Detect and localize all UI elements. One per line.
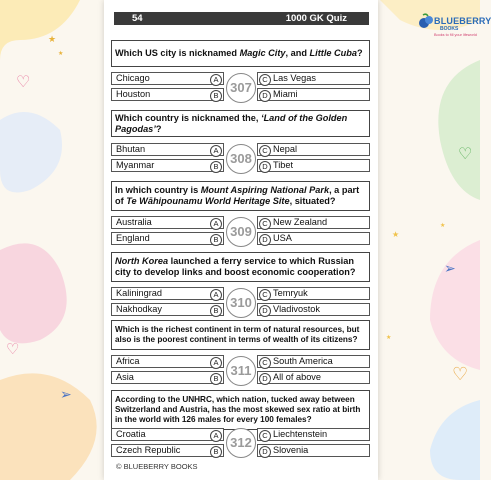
- option-letter: B: [210, 373, 222, 385]
- option-letter: C: [259, 74, 271, 86]
- option-b[interactable]: Czech Republic B: [111, 444, 224, 457]
- option-c[interactable]: C South America: [257, 355, 370, 368]
- option-letter: A: [210, 289, 222, 301]
- option-letter: C: [259, 289, 271, 301]
- option-b[interactable]: Houston B: [111, 88, 224, 101]
- option-d[interactable]: D All of above: [257, 371, 370, 384]
- option-letter: A: [210, 430, 222, 442]
- brand-sub: BOOKS: [440, 26, 459, 32]
- option-b[interactable]: Nakhodkay B: [111, 303, 224, 316]
- question-number: 309: [226, 217, 256, 247]
- option-c[interactable]: C Nepal: [257, 143, 370, 156]
- option-a[interactable]: Croatia A: [111, 428, 224, 441]
- option-a[interactable]: Kaliningrad A: [111, 287, 224, 300]
- option-b[interactable]: Myanmar B: [111, 159, 224, 172]
- option-letter: B: [210, 305, 222, 317]
- heart-icon: ♡: [452, 364, 469, 384]
- brand-logo: [418, 8, 491, 42]
- option-letter: A: [210, 74, 222, 86]
- option-letter: D: [259, 305, 271, 317]
- option-letter: B: [210, 161, 222, 173]
- option-b[interactable]: Asia B: [111, 371, 224, 384]
- option-a[interactable]: Africa A: [111, 355, 224, 368]
- heart-icon: ♡: [458, 146, 473, 163]
- footer-copyright: © BLUEBERRY BOOKS: [116, 462, 198, 471]
- option-c[interactable]: C Las Vegas: [257, 72, 370, 85]
- option-d[interactable]: D Slovenia: [257, 444, 370, 457]
- brand-name: BLUEBERRY: [434, 16, 491, 26]
- question-number: 310: [226, 288, 256, 318]
- option-c[interactable]: C Liechtenstein: [257, 428, 370, 441]
- option-letter: D: [259, 234, 271, 246]
- star-icon: ★: [58, 51, 64, 57]
- paper-plane-icon: ➢: [60, 386, 72, 402]
- question-number: 307: [226, 73, 256, 103]
- option-letter: B: [210, 446, 222, 458]
- option-letter: D: [259, 446, 271, 458]
- option-a[interactable]: Chicago A: [111, 72, 224, 85]
- star-icon: ★: [386, 335, 392, 341]
- question-number: 311: [226, 356, 256, 386]
- star-icon: ★: [48, 34, 57, 44]
- option-b[interactable]: England B: [111, 232, 224, 245]
- question-text: In which country is Mount Aspiring National Park, a part of Te Wāhipounamu World Heritage Site, situated?: [111, 181, 370, 211]
- option-c[interactable]: C New Zealand: [257, 216, 370, 229]
- option-letter: A: [210, 145, 222, 157]
- page-number: 54: [132, 13, 143, 24]
- option-letter: C: [259, 218, 271, 230]
- option-letter: C: [259, 145, 271, 157]
- option-letter: B: [210, 234, 222, 246]
- option-letter: D: [259, 161, 271, 173]
- question-text: Which is the richest continent in term of natural resources, but also is the poorest continent in terms of wealth of its citizens?: [111, 320, 370, 350]
- option-d[interactable]: D Vladivostok: [257, 303, 370, 316]
- option-letter: C: [259, 430, 271, 442]
- option-a[interactable]: Australia A: [111, 216, 224, 229]
- brand-tagline: Books to fill your lifeworld: [434, 33, 477, 37]
- option-a[interactable]: Bhutan A: [111, 143, 224, 156]
- question-text: According to the UNHRC, which nation, tucked away between Switzerland and Austria, has the most skewed sex ratio at birth in the world with 126 males for every 100 females?: [111, 390, 370, 430]
- option-letter: B: [210, 90, 222, 102]
- page-title: 1000 GK Quiz: [285, 13, 347, 24]
- option-letter: A: [210, 357, 222, 369]
- heart-icon: ♡: [6, 341, 20, 358]
- heart-icon: ♡: [16, 74, 31, 91]
- star-icon: ★: [440, 223, 446, 229]
- question-text: North Korea launched a ferry service to which Russian city to develop links and boost economic cooperation?: [111, 252, 370, 282]
- option-letter: D: [259, 373, 271, 385]
- option-letter: C: [259, 357, 271, 369]
- option-letter: D: [259, 90, 271, 102]
- question-text: Which country is nicknamed the, ‘Land of the Golden Pagodas’?: [111, 110, 370, 137]
- option-d[interactable]: D Miami: [257, 88, 370, 101]
- quiz-page: [104, 0, 378, 480]
- question-text: Which US city is nicknamed Magic City, and Little Cuba?: [111, 40, 370, 67]
- star-icon: ★: [392, 230, 400, 239]
- blueberry-logo-icon: [418, 13, 434, 31]
- question-number: 308: [226, 144, 256, 174]
- question-number: 312: [226, 428, 256, 458]
- paper-plane-icon: ➢: [444, 260, 456, 276]
- option-d[interactable]: D Tibet: [257, 159, 370, 172]
- option-d[interactable]: D USA: [257, 232, 370, 245]
- page-header: [114, 12, 369, 25]
- option-c[interactable]: C Temryuk: [257, 287, 370, 300]
- option-letter: A: [210, 218, 222, 230]
